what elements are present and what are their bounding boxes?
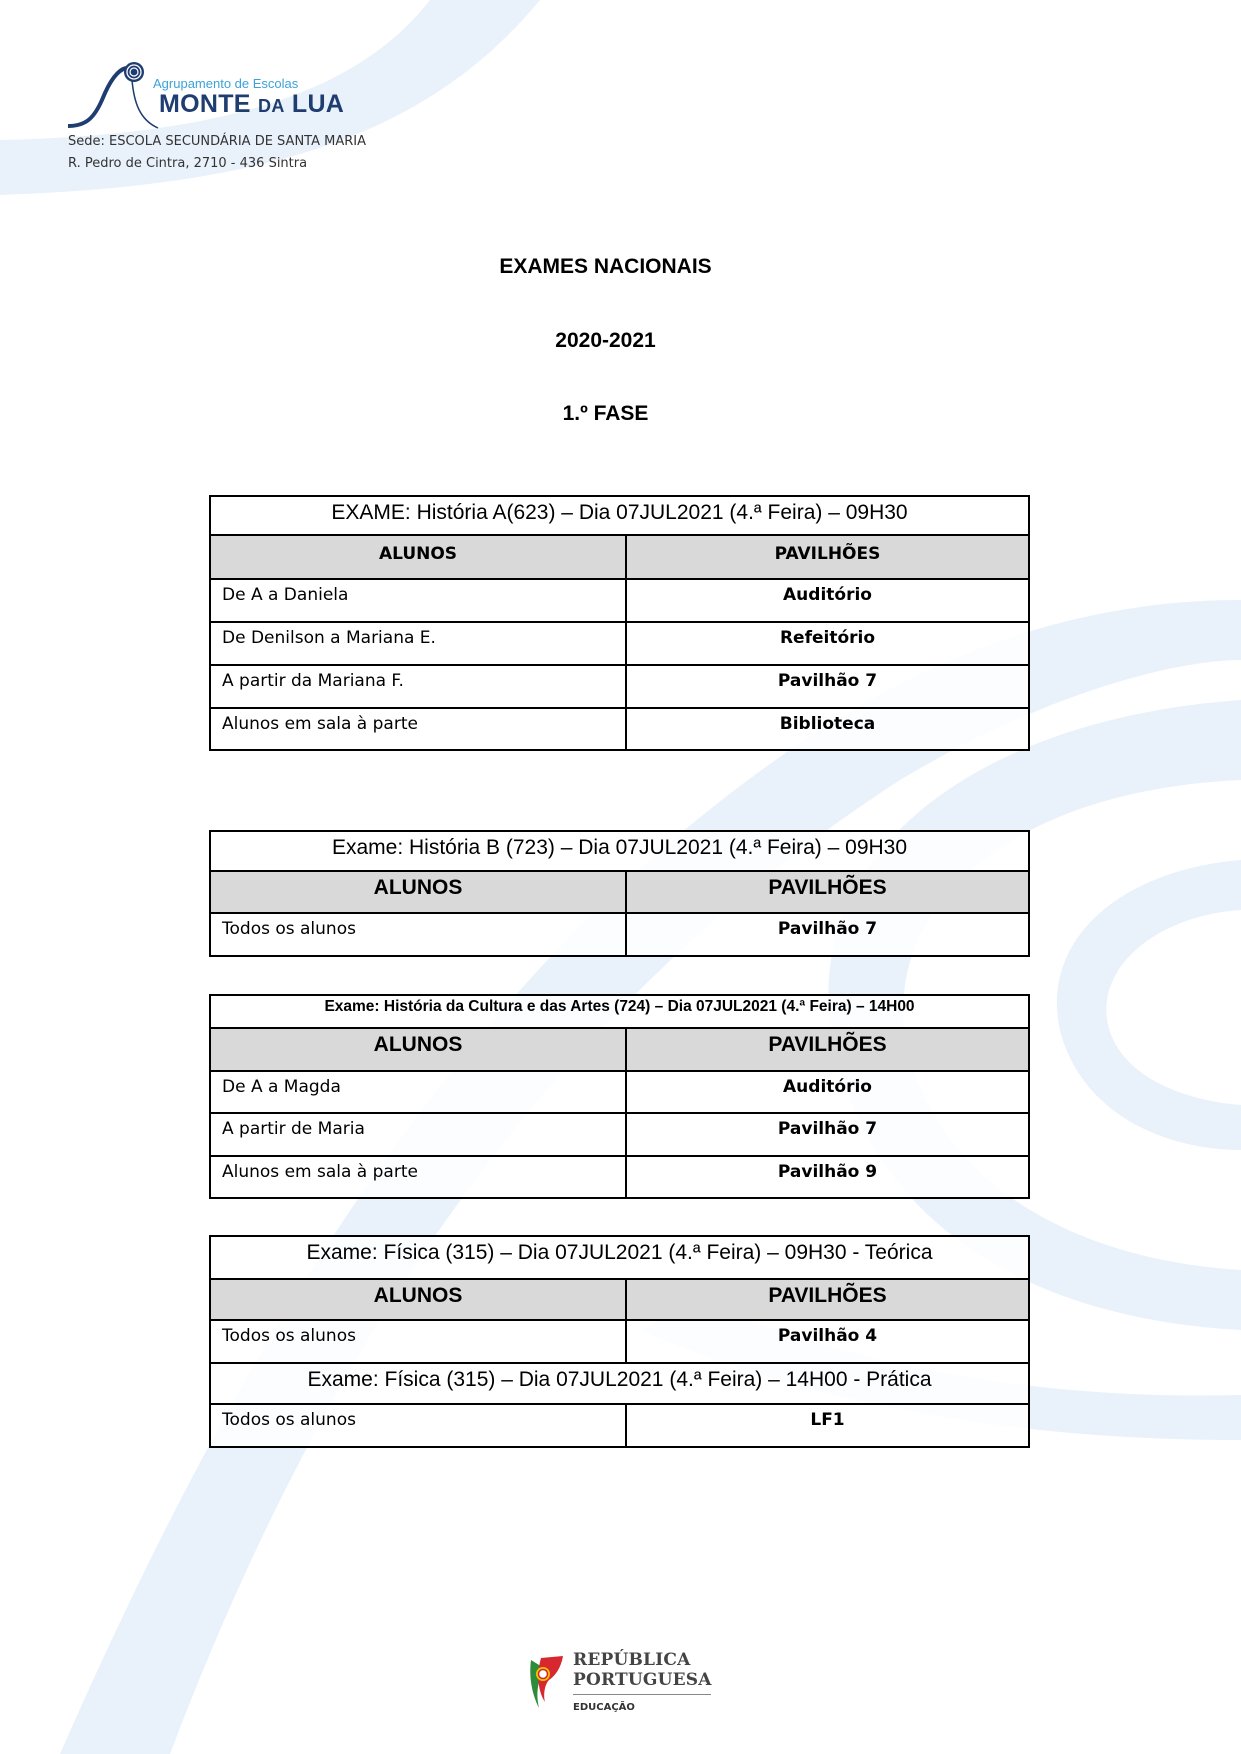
pavilhao-cell: Pavilhão 9 [626,1156,1029,1198]
footer-line3: EDUCAÇÃO [573,1702,635,1713]
column-header-pavilhoes: PAVILHÕES [626,535,1029,579]
table-row [210,579,1029,622]
logo-name-lua: LUA [284,90,345,118]
portugal-flag-icon [525,1650,565,1710]
exam-table-historia-cultura-artes [209,994,1030,1199]
footer-line1: REPÚBLICA [573,1650,691,1670]
table-row [210,1320,1029,1363]
column-header-alunos: ALUNOS [210,1028,626,1071]
logo-subtitle: Agrupamento de Escolas [153,76,299,91]
alunos-cell: De Denilson a Mariana E. [210,622,626,665]
school-seat: Sede: ESCOLA SECUNDÁRIA DE SANTA MARIA [68,134,366,149]
exam-caption-pratica: Exame: Física (315) – Dia 07JUL2021 (4.ª Feira) – 14H00 - Prática [210,1363,1029,1404]
alunos-cell: Todos os alunos [210,1320,626,1363]
column-header-alunos: ALUNOS [210,535,626,579]
footer-line2: PORTUGUESA [573,1670,712,1690]
exam-table-historia-a [209,495,1030,751]
table-row [210,1071,1029,1113]
footer-divider [573,1694,711,1695]
pavilhao-cell: Pavilhão 7 [626,665,1029,708]
table-row [210,1113,1029,1156]
pavilhao-cell: Auditório [626,579,1029,622]
pavilhao-cell: LF1 [626,1404,1029,1447]
alunos-cell: Todos os alunos [210,913,626,956]
alunos-cell: Alunos em sala à parte [210,1156,626,1198]
school-year: 2020-2021 [555,329,656,352]
table-row [210,1156,1029,1198]
alunos-cell: A partir de Maria [210,1113,626,1156]
pavilhao-cell: Pavilhão 7 [626,913,1029,956]
page-title: EXAMES NACIONAIS [499,255,712,278]
logo-school-name [159,90,344,119]
table-row [210,708,1029,750]
alunos-cell: A partir da Mariana F. [210,665,626,708]
exam-caption-teorica: Exame: Física (315) – Dia 07JUL2021 (4.ª Feira) – 09H30 - Teórica [210,1236,1029,1279]
exam-caption: EXAME: História A(623) – Dia 07JUL2021 (4.ª Feira) – 09H30 [210,496,1029,535]
exam-table-fisica [209,1235,1030,1448]
pavilhao-cell: Pavilhão 4 [626,1320,1029,1363]
column-header-pavilhoes: PAVILHÕES [626,1279,1029,1320]
table-row [210,913,1029,956]
column-header-pavilhoes: PAVILHÕES [626,871,1029,913]
pavilhao-cell: Auditório [626,1071,1029,1113]
school-logo-header [60,50,420,180]
table-row [210,665,1029,708]
republica-portuguesa-logo [525,1650,725,1730]
school-address: R. Pedro de Cintra, 2710 - 436 Sintra [68,156,308,171]
column-header-alunos: ALUNOS [210,1279,626,1320]
pavilhao-cell: Biblioteca [626,708,1029,750]
logo-name-monte: MONTE [159,90,259,118]
exam-caption: Exame: História B (723) – Dia 07JUL2021 (4.ª Feira) – 09H30 [210,831,1029,871]
pavilhao-cell: Pavilhão 7 [626,1113,1029,1156]
table-row [210,622,1029,665]
pavilhao-cell: Refeitório [626,622,1029,665]
column-header-pavilhoes: PAVILHÕES [626,1028,1029,1071]
alunos-cell: Todos os alunos [210,1404,626,1447]
column-header-alunos: ALUNOS [210,871,626,913]
alunos-cell: De A a Daniela [210,579,626,622]
monte-da-lua-logo-icon [66,58,166,138]
table-row [210,1404,1029,1447]
exam-caption: Exame: História da Cultura e das Artes (724) – Dia 07JUL2021 (4.ª Feira) – 14H00 [210,995,1029,1028]
alunos-cell: Alunos em sala à parte [210,708,626,750]
alunos-cell: De A a Magda [210,1071,626,1113]
exam-table-historia-b [209,830,1030,957]
logo-name-da: DA [258,96,285,116]
exam-phase: 1.º FASE [562,402,649,425]
